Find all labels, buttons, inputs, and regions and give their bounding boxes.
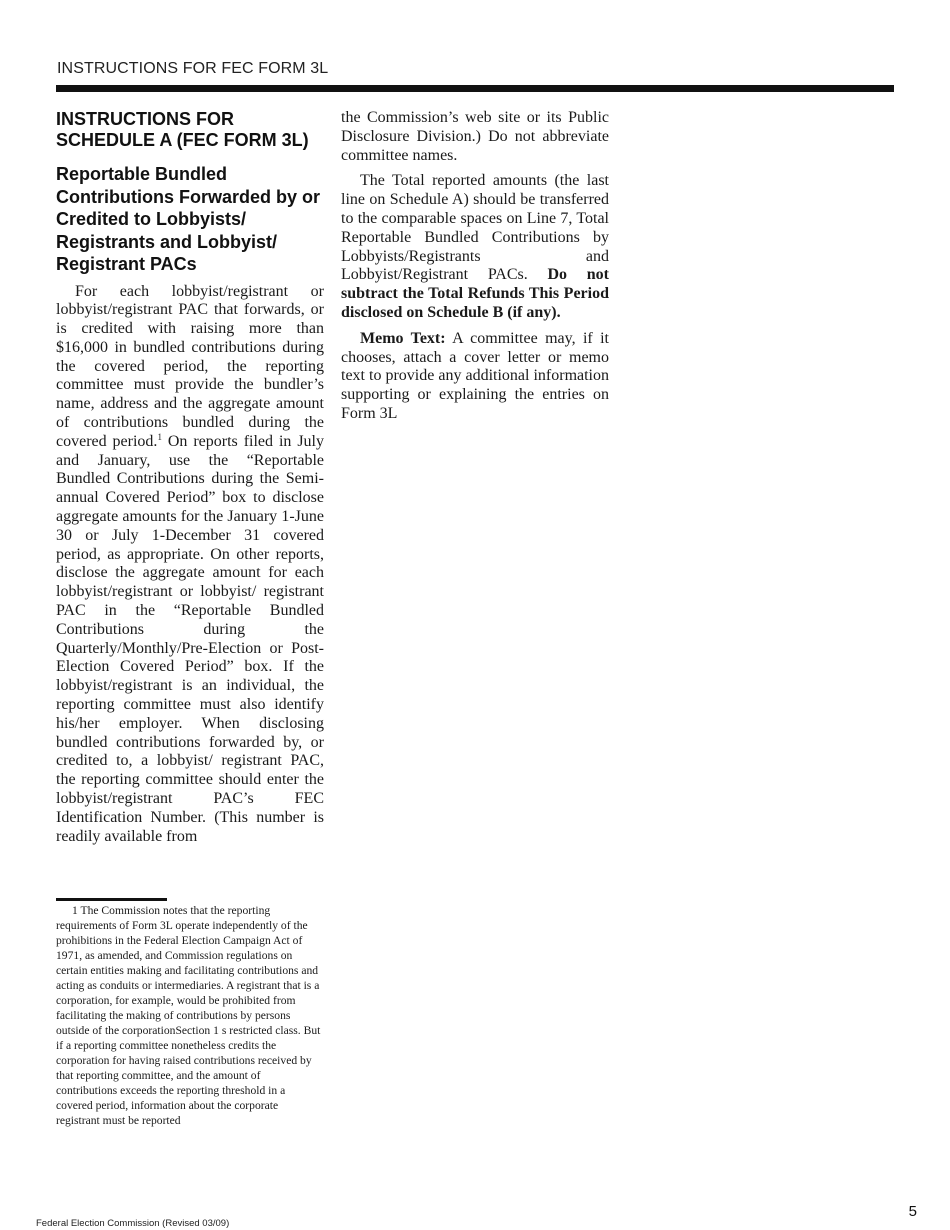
left-column <box>56 109 324 846</box>
total-amounts-text: The Total reported amounts (the last line on Schedule A) should be transferred to the comparable spaces on Line 7, Total Reportable Bundled Contributions by Lobbyists/Registrants and Lobbyist/Registrant PACs. <box>341 172 609 284</box>
footnote-text: The Commission notes that the reporting requirements of Form 3L operate independently of the prohibitions in the Federal Election Campaign Act of 1971, as amended, and Commission regulations on certain entities making and facilitating contributions and acting as conduits or intermediaries. A registrant that is a corporation, for example, would be prohibited from facilitating the making of contributions by persons outside of the corporationSection 1 s restricted class. But if a reporting committee nonetheless credits the corporation for having raised contributions received by that reporting committee, and the amount of contributions exceeds the reporting threshold in a covered period, information about the corporate registrant must be reported <box>56 904 321 1127</box>
right-column <box>341 109 609 424</box>
bundled-contributions-paragraph <box>56 283 324 847</box>
paragraph-text-part-1: For each lobbyist/registrant or lobbyist/registrant PAC that forwards, or is credited with raising more than $16,000 in bundled contributions during the covered period, the reporting committee must provide the bundler’s name, address and the aggregate amount of contributions bundled during the covered period. <box>56 282 324 450</box>
page-footer: Federal Election Commission (Revised 03/09) <box>36 1218 230 1229</box>
paragraph-text-part-2: On reports filed in July and January, use the “Reportable Bundled Contributions during the Semi-annual Covered Period” box to disclose aggregate amounts for the January 1-June 30 or July 1-December 31 covered period, as appropriate. On other reports, disclose the aggregate amount for each lobbyist/registrant or lobbyist/ registrant PAC in the “Reportable Bundled Contributions during the Quarterly/Monthly/Pre-Election or Post-Election Covered Period” box. If the lobbyist/registrant is an individual, the reporting committee must also identify his/her employer. When disclosing bundled contributions forwarded by, or credited to, a lobbyist/ registrant PAC, the reporting committee should enter the lobbyist/registrant PAC’s FEC Identification Number. (This number is readily available from <box>56 432 325 845</box>
total-amounts-paragraph <box>341 172 609 322</box>
memo-text-paragraph <box>341 330 609 424</box>
memo-text-label: Memo Text: <box>360 329 446 347</box>
footnote-rule <box>56 898 167 901</box>
page-number: 5 <box>908 1203 917 1220</box>
subsection-title: Reportable Bundled Contributions Forwarded by or Credited to Lobbyists/ Registrants and Lobbyist/ Registrant PACs <box>56 164 320 274</box>
footnote-reference: 1 <box>157 431 162 442</box>
continuation-paragraph: the Commission’s web site or its Public Disclosure Division.) Do not abbreviate committee names. <box>341 109 609 164</box>
running-header: INSTRUCTIONS FOR FEC FORM 3L <box>57 60 329 77</box>
memo-text-body: A committee may, if it chooses, attach a cover letter or memo text to provide any additional information supporting or explaining the entries on Form 3L <box>341 329 609 422</box>
footnote <box>56 903 324 1128</box>
footnote-number: 1 <box>72 904 78 917</box>
total-amounts-bold-note: Do not subtract the Total Refunds This Period disclosed on Schedule B (if any). <box>341 266 610 321</box>
section-title: INSTRUCTIONS FOR SCHEDULE A (FEC FORM 3L) <box>56 109 309 150</box>
header-rule <box>56 85 894 92</box>
